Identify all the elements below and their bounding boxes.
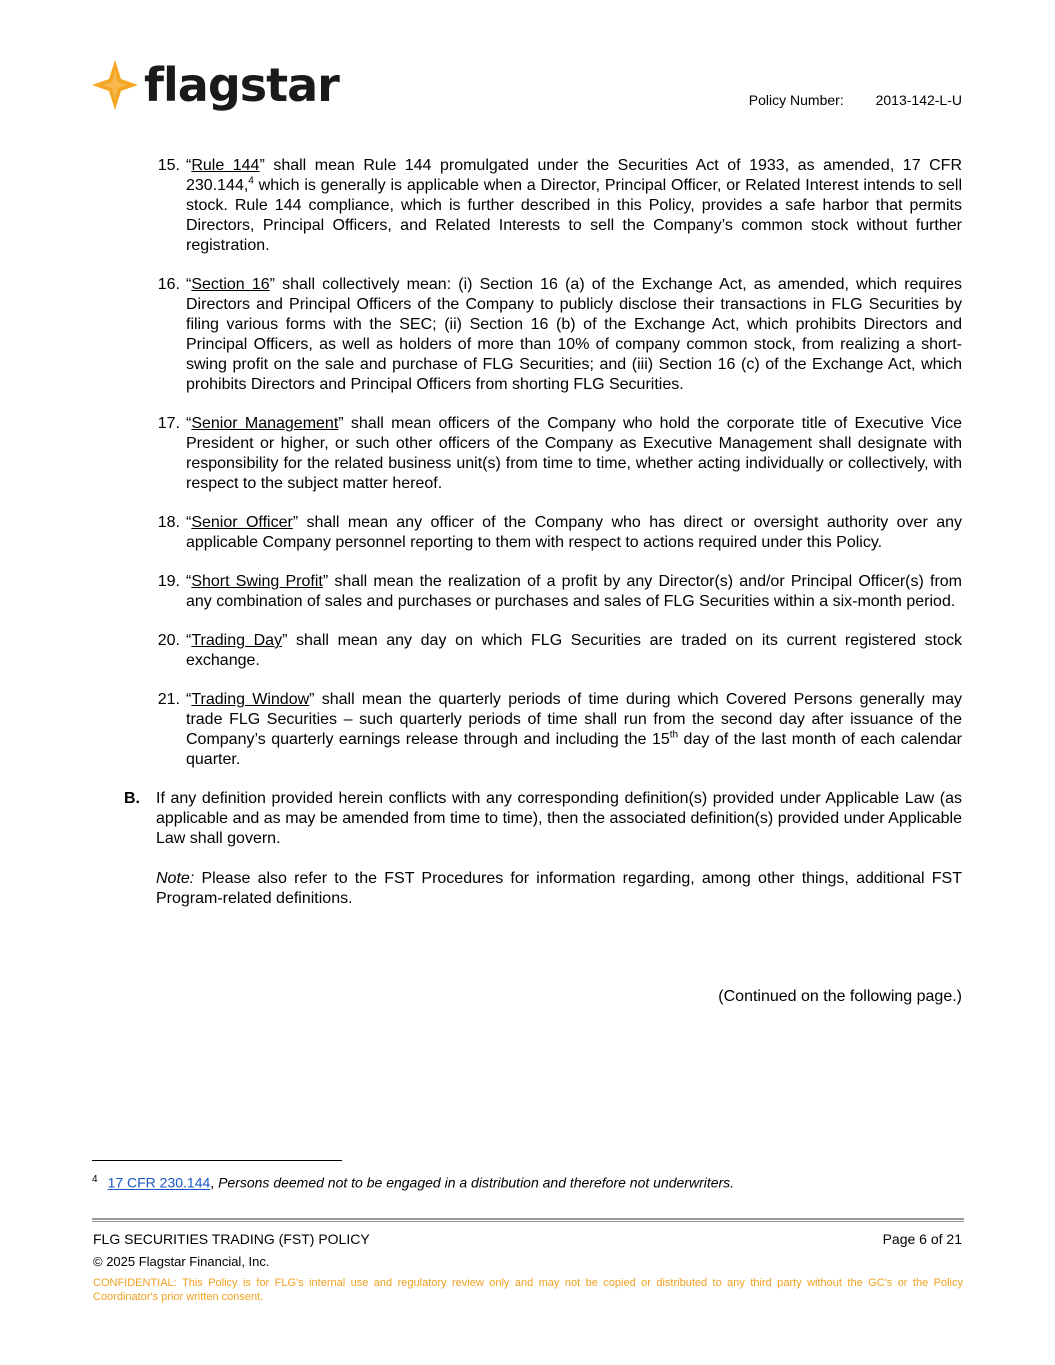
- page-number: Page 6 of 21: [882, 1231, 962, 1247]
- note-label: Note:: [156, 870, 195, 887]
- section-b: [120, 789, 962, 929]
- item-number: 16.: [157, 276, 180, 293]
- item-number: 18.: [157, 514, 180, 531]
- item-body: “Trading Window” shall mean the quarterly periods of time during which Covered Persons generally may trade FLG Securities – such quarterly periods of time shall run from the second day after issuance of the Company’s quarterly earnings release through and including the 15th day of the last month of each calendar quarter.: [186, 691, 963, 768]
- policy-number-label: Policy Number:: [748, 92, 844, 108]
- flagstar-star-icon: [92, 60, 138, 110]
- definition-item: [120, 513, 962, 553]
- footnote: $^4$ 17 CFR 230.144, Persons deemed not to be engaged in a distribution and therefore not underwriters.: [92, 1174, 735, 1191]
- logo-wordmark: flagstar: [144, 58, 339, 112]
- footnote-divider: [92, 1160, 342, 1161]
- section-b-text: If any definition provided herein conflicts with any corresponding definition(s) provided under Applicable Law (as applicable and as may be amended from time to time), then the associated definition(s) provided under Applicable Law shall govern.: [156, 790, 962, 847]
- defined-term: Senior Officer: [191, 514, 293, 531]
- item-body: “Trading Day” shall mean any day on which FLG Securities are traded on its current registered stock exchange.: [186, 632, 962, 669]
- defined-term: Trading Window: [191, 691, 310, 708]
- section-b-body: [156, 789, 962, 929]
- footnote-reference[interactable]: 4: [248, 175, 254, 187]
- defined-term: Rule 144: [191, 157, 260, 174]
- item-body: “Senior Management” shall mean officers of the Company who hold the corporate title of Executive Vice President or higher, or such other officers of the Company as Executive Management shall designate with responsibility for the related business unit(s) from time to time, whether acting individually or collectively, with respect to the subject matter hereof.: [186, 415, 963, 492]
- definition-item: [120, 156, 962, 256]
- footer-divider: [92, 1218, 964, 1222]
- item-number: 19.: [157, 573, 180, 590]
- footer-copyright: © 2025 Flagstar Financial, Inc.: [93, 1254, 270, 1269]
- defined-term: Section 16: [191, 276, 270, 293]
- footnote-mark: 4: [92, 1174, 98, 1185]
- confidentiality-notice: CONFIDENTIAL: This Policy is for FLG's internal use and regulatory review only and may not be copied or distributed to any third party without the GC's or the Policy Coordinator's prior written consent.: [93, 1277, 963, 1303]
- note-text: Please also refer to the FST Procedures for information regarding, among other things, additional FST Program-related definitions.: [156, 870, 962, 907]
- definition-item: [120, 275, 962, 395]
- section-b-note: [156, 869, 962, 909]
- flagstar-logo: [92, 60, 339, 110]
- definition-item: [120, 572, 962, 612]
- continued-note: (Continued on the following page.): [718, 988, 962, 1005]
- footnote-link[interactable]: 17 CFR 230.144: [107, 1174, 211, 1191]
- item-number: 20.: [157, 632, 180, 649]
- item-number: 17.: [157, 415, 180, 432]
- footnote-text: Persons deemed not to be engaged in a distribution and therefore not underwriters.: [218, 1174, 735, 1191]
- defined-term: Senior Management: [191, 415, 339, 432]
- item-body: “Short Swing Profit” shall mean the realization of a profit by any Director(s) and/or Principal Officer(s) from any combination of sales and purchases or purchases and sales of FLG Securities within a six-month period.: [186, 573, 962, 610]
- item-body: “Senior Officer” shall mean any officer of the Company who has direct or oversight authority over any applicable Company personnel reporting to them with respect to actions required under this Policy.: [186, 514, 962, 551]
- definition-item: [120, 690, 962, 770]
- superscript-th: th: [669, 729, 679, 741]
- policy-number: [749, 92, 962, 108]
- defined-term: Short Swing Profit: [191, 573, 323, 590]
- definitions-content: [120, 156, 962, 929]
- section-b-label: B.: [124, 790, 140, 807]
- policy-number-value: 2013-142-L-U: [875, 92, 962, 108]
- item-number: 15.: [157, 157, 180, 174]
- item-body: “Section 16” shall collectively mean: (i) Section 16 (a) of the Exchange Act, as amended, which requires Directors and Principal Officers of the Company to publicly disclose their transactions in FLG Securities by filing various forms with the SEC; (ii) Section 16 (b) of the Exchange Act, which prohibits Directors and Principal Officers, as well as holders of more than 10% of company common stock, from realizing a short-swing profit on the sale and purchase of FLG Securities; and (iii) Section 16 (c) of the Exchange Act, which prohibits Directors and Principal Officers from shorting FLG Securities.: [186, 276, 963, 393]
- item-number: 21.: [157, 691, 180, 708]
- definition-item: [120, 631, 962, 671]
- defined-term: Trading Day: [191, 632, 283, 649]
- item-body: “Rule 144” shall mean Rule 144 promulgated under the Securities Act of 1933, as amended, 17 CFR 230.144,$^4$ which is generally is applicable when a Director, Principal Officer, or Related Interest intends to sell stock. Rule 144 compliance, which is further described in this Policy, provides a safe harbor that permits Directors, Principal Officers, and Related Interests to sell the Company’s common stock without further registration.: [186, 157, 963, 254]
- footer-title: FLG SECURITIES TRADING (FST) POLICY: [93, 1231, 370, 1247]
- definition-item: [120, 414, 962, 494]
